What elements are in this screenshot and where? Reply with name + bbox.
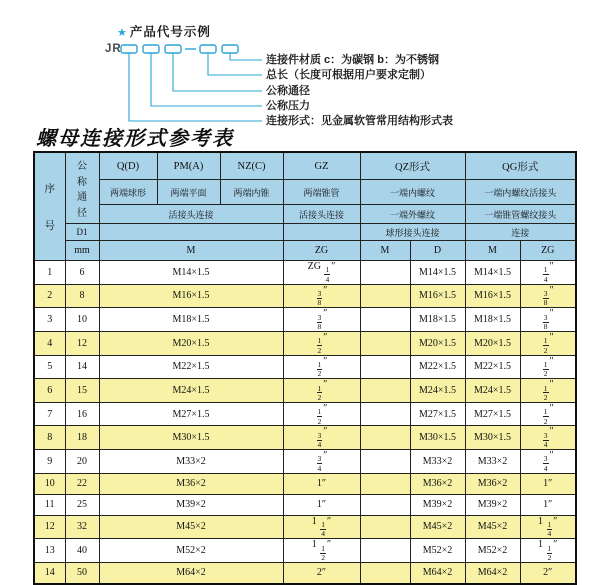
fraction: $\frac{3}{4}$ (543, 430, 548, 450)
gz-cell: 1″ (283, 494, 360, 515)
qg-zg-cell: $\frac{1}{2}$ ″ (520, 355, 576, 379)
qg-zg-cell: $\frac{3}{8}$ ″ (520, 308, 576, 332)
header-union-conn: 活接头连接 (99, 205, 283, 224)
seq-cell: 1 (34, 261, 65, 285)
dn-cell: 15 (65, 379, 99, 403)
m-cell: M33×2 (99, 450, 283, 474)
gz-cell: $\frac{3}{4}$ ″ (283, 450, 360, 474)
gz-cell: 2″ (283, 562, 360, 584)
header-unit-zg: ZG (283, 241, 360, 261)
dn-cell: 50 (65, 562, 99, 584)
table-row (34, 284, 576, 308)
fraction: $\frac{1}{4}$ (543, 265, 548, 284)
diagram-title-text: 产品代号示例 (129, 25, 211, 39)
m-cell: M52×2 (99, 539, 283, 563)
seq-cell: 2 (34, 284, 65, 308)
header-unit-m: M (99, 241, 283, 261)
m-cell: M27×1.5 (99, 402, 283, 426)
label-connection-form: 连接形式：见金属软管常用结构形式表 (266, 115, 453, 127)
qz-m-cell (360, 562, 410, 584)
table-body (34, 261, 576, 584)
table-row (34, 450, 576, 474)
dn-cell: 12 (65, 331, 99, 355)
header-dn: 公 称 通 径 (65, 152, 99, 224)
header-col-qg: QG形式 (465, 152, 576, 180)
fraction: $\frac{1}{4}$ (547, 520, 552, 539)
qz-m-cell (360, 284, 410, 308)
m-cell: M64×2 (99, 562, 283, 584)
qz-m-cell (360, 515, 410, 539)
qz-m-cell (360, 402, 410, 426)
fraction: $\frac{1}{2}$ (543, 383, 548, 402)
fraction: $\frac{1}{2}$ (317, 407, 322, 426)
qz-m-cell (360, 494, 410, 515)
qz-d-cell: M16×1.5 (410, 284, 465, 308)
header-nz-desc: 两端内锥 (220, 180, 283, 205)
table-row (34, 379, 576, 403)
fraction: $\frac{3}{8}$ (317, 289, 322, 308)
code-box (222, 45, 238, 53)
qg-zg-cell: $\frac{1}{4}$ ″ (520, 261, 576, 285)
header-col-nz: NZ(C) (220, 152, 283, 180)
fraction: $\frac{3}{4}$ (543, 454, 548, 473)
qg-m-cell: M20×1.5 (465, 331, 520, 355)
seq-cell: 8 (34, 426, 65, 450)
table-row (34, 402, 576, 426)
seq-cell: 4 (34, 331, 65, 355)
header-qz-conn: 球形接头连接 (360, 224, 465, 241)
header-col-pm: PM(A) (157, 152, 220, 180)
qg-m-cell: M33×2 (465, 450, 520, 474)
header-qg-desc1: 一端内螺纹活接头 (465, 180, 576, 205)
gz-cell: 1 $\frac{1}{2}$ ″ (283, 539, 360, 563)
dn-cell: 22 (65, 473, 99, 494)
gz-cell: 1″ (283, 473, 360, 494)
header-unit-qg-m: M (465, 241, 520, 261)
label-material: 连接件材质 c：为碳钢 b：为不锈钢 (266, 54, 439, 66)
m-cell: M30×1.5 (99, 426, 283, 450)
qg-zg-cell: 2″ (520, 562, 576, 584)
fraction: $\frac{3}{8}$ (317, 312, 322, 331)
header-col-qz: QZ形式 (360, 152, 465, 180)
qz-m-cell (360, 379, 410, 403)
star-icon: ★ (117, 27, 128, 39)
qg-m-cell: M52×2 (465, 539, 520, 563)
seq-cell: 13 (34, 539, 65, 563)
fraction: $\frac{3}{8}$ (543, 289, 548, 308)
qz-d-cell: M14×1.5 (410, 261, 465, 285)
qz-d-cell: M22×1.5 (410, 355, 465, 379)
header-q-desc: 两端球形 (99, 180, 157, 205)
qg-zg-cell: $\frac{3}{4}$ ″ (520, 450, 576, 474)
header-col-q: Q(D) (99, 152, 157, 180)
fraction: $\frac{1}{4}$ (325, 265, 330, 284)
qz-m-cell (360, 473, 410, 494)
header-d1: D1 (65, 224, 99, 241)
table-row (34, 562, 576, 584)
fraction: $\frac{3}{4}$ (317, 454, 322, 473)
qg-m-cell: M30×1.5 (465, 426, 520, 450)
label-nominal-pressure: 公称压力 (266, 100, 310, 112)
fraction: $\frac{1}{2}$ (317, 383, 322, 402)
header-pm-desc: 两端平面 (157, 180, 220, 205)
fraction: $\frac{1}{2}$ (321, 543, 326, 562)
label-total-length: 总长（长度可根据用户要求定制） (266, 69, 431, 81)
code-box (165, 45, 181, 53)
qz-d-cell: M24×1.5 (410, 379, 465, 403)
seq-cell: 12 (34, 515, 65, 539)
dn-cell: 8 (65, 284, 99, 308)
gz-cell: $\frac{3}{4}$ ″ (283, 426, 360, 450)
qz-d-cell: M27×1.5 (410, 402, 465, 426)
table-header (34, 152, 576, 261)
qg-zg-cell: $\frac{3}{4}$ ″ (520, 426, 576, 450)
fraction: $\frac{3}{4}$ (317, 430, 322, 450)
connector-line (230, 53, 262, 60)
qz-d-cell: M39×2 (410, 494, 465, 515)
dn-cell: 10 (65, 308, 99, 332)
header-qz-desc1: 一端内螺纹 (360, 180, 465, 205)
header-gz-conn: 活接头连接 (283, 205, 360, 224)
table-row (34, 539, 576, 563)
dn-cell: 18 (65, 426, 99, 450)
m-cell: M39×2 (99, 494, 283, 515)
qg-zg-cell: $\frac{1}{2}$ ″ (520, 331, 576, 355)
qz-d-cell: M33×2 (410, 450, 465, 474)
seq-cell: 11 (34, 494, 65, 515)
qg-m-cell: M36×2 (465, 473, 520, 494)
qg-m-cell: M14×1.5 (465, 261, 520, 285)
dn-cell: 16 (65, 402, 99, 426)
header-unit-qz-m: M (360, 241, 410, 261)
seq-cell: 14 (34, 562, 65, 584)
dn-cell: 32 (65, 515, 99, 539)
qg-zg-cell: $\frac{3}{8}$ ″ (520, 284, 576, 308)
qz-d-cell: M64×2 (410, 562, 465, 584)
qz-m-cell (360, 331, 410, 355)
m-cell: M20×1.5 (99, 331, 283, 355)
gz-cell: 1 $\frac{1}{4}$ ″ (283, 515, 360, 539)
gz-cell: $\frac{3}{8}$ ″ (283, 284, 360, 308)
seq-cell: 9 (34, 450, 65, 474)
m-cell: M18×1.5 (99, 308, 283, 332)
qz-d-cell: M20×1.5 (410, 331, 465, 355)
m-cell: M22×1.5 (99, 355, 283, 379)
seq-cell: 5 (34, 355, 65, 379)
gz-cell: $\frac{1}{2}$ ″ (283, 331, 360, 355)
table-row (34, 355, 576, 379)
qz-m-cell (360, 426, 410, 450)
m-cell: M45×2 (99, 515, 283, 539)
seq-cell: 6 (34, 379, 65, 403)
dn-cell: 20 (65, 450, 99, 474)
header-unit-mm: mm (65, 241, 99, 261)
qg-m-cell: M39×2 (465, 494, 520, 515)
fraction: $\frac{1}{2}$ (547, 543, 552, 562)
dn-cell: 40 (65, 539, 99, 563)
header-qg-conn: 连接 (465, 224, 576, 241)
qz-d-cell: M45×2 (410, 515, 465, 539)
fraction: $\frac{1}{2}$ (543, 359, 548, 379)
table-row (34, 473, 576, 494)
header-unit-qg-zg: ZG (520, 241, 576, 261)
fraction: $\frac{1}{2}$ (543, 336, 548, 355)
seq-cell: 7 (34, 402, 65, 426)
qg-zg-cell: $\frac{1}{2}$ ″ (520, 402, 576, 426)
qg-zg-cell: 1″ (520, 494, 576, 515)
qg-m-cell: M16×1.5 (465, 284, 520, 308)
connector-line (129, 53, 262, 121)
code-box (121, 45, 137, 53)
gz-cell: $\frac{1}{2}$ ″ (283, 402, 360, 426)
gz-cell: $\frac{1}{2}$ ″ (283, 379, 360, 403)
table-row (34, 515, 576, 539)
code-prefix: JR (105, 43, 122, 55)
gz-cell: ZG $\frac{1}{4}$ ″ (283, 261, 360, 285)
header-seq: 序 号 (34, 152, 65, 261)
qg-zg-cell: 1 $\frac{1}{4}$ ″ (520, 515, 576, 539)
fraction: $\frac{3}{8}$ (543, 312, 548, 331)
header-col-gz: GZ (283, 152, 360, 180)
connector-line (173, 53, 262, 91)
qz-d-cell: M52×2 (410, 539, 465, 563)
dn-cell: 25 (65, 494, 99, 515)
qg-m-cell: M18×1.5 (465, 308, 520, 332)
qg-zg-cell: 1″ (520, 473, 576, 494)
qg-zg-cell: $\frac{1}{2}$ ″ (520, 379, 576, 403)
label-nominal-diameter: 公称通径 (266, 85, 310, 97)
qz-m-cell (360, 355, 410, 379)
qg-m-cell: M27×1.5 (465, 402, 520, 426)
connector-line (208, 53, 262, 75)
qz-m-cell (360, 539, 410, 563)
qg-zg-cell: 1 $\frac{1}{2}$ ″ (520, 539, 576, 563)
qg-m-cell: M64×2 (465, 562, 520, 584)
header-qg-desc2: 一端锥管螺纹接头 (465, 205, 576, 224)
m-cell: M16×1.5 (99, 284, 283, 308)
header-gz-desc: 两端锥管 (283, 180, 360, 205)
fraction: $\frac{1}{4}$ (321, 520, 326, 539)
table-title: 螺母连接形式参考表 (36, 128, 234, 150)
qz-m-cell (360, 308, 410, 332)
nut-connection-table (33, 151, 577, 585)
dn-cell: 6 (65, 261, 99, 285)
qz-m-cell (360, 261, 410, 285)
table-row (34, 308, 576, 332)
table-row (34, 261, 576, 285)
qz-d-cell: M36×2 (410, 473, 465, 494)
qz-m-cell (360, 450, 410, 474)
qg-m-cell: M24×1.5 (465, 379, 520, 403)
fraction: $\frac{1}{2}$ (317, 359, 322, 379)
gz-cell: $\frac{3}{8}$ ″ (283, 308, 360, 332)
header-empty (99, 224, 283, 241)
header-empty (283, 224, 360, 241)
fraction: $\frac{1}{2}$ (317, 336, 322, 355)
fraction: $\frac{1}{2}$ (543, 407, 548, 426)
code-box (143, 45, 159, 53)
m-cell: M24×1.5 (99, 379, 283, 403)
m-cell: M14×1.5 (99, 261, 283, 285)
table-row (34, 494, 576, 515)
m-cell: M36×2 (99, 473, 283, 494)
seq-cell: 10 (34, 473, 65, 494)
header-qz-desc2: 一端外螺纹 (360, 205, 465, 224)
dn-cell: 14 (65, 355, 99, 379)
table-row (34, 426, 576, 450)
code-box (200, 45, 216, 53)
header-unit-qz-d: D (410, 241, 465, 261)
qz-d-cell: M18×1.5 (410, 308, 465, 332)
gz-cell: $\frac{1}{2}$ ″ (283, 355, 360, 379)
qg-m-cell: M45×2 (465, 515, 520, 539)
qg-m-cell: M22×1.5 (465, 355, 520, 379)
table-row (34, 331, 576, 355)
seq-cell: 3 (34, 308, 65, 332)
qz-d-cell: M30×1.5 (410, 426, 465, 450)
connector-line (151, 53, 262, 106)
